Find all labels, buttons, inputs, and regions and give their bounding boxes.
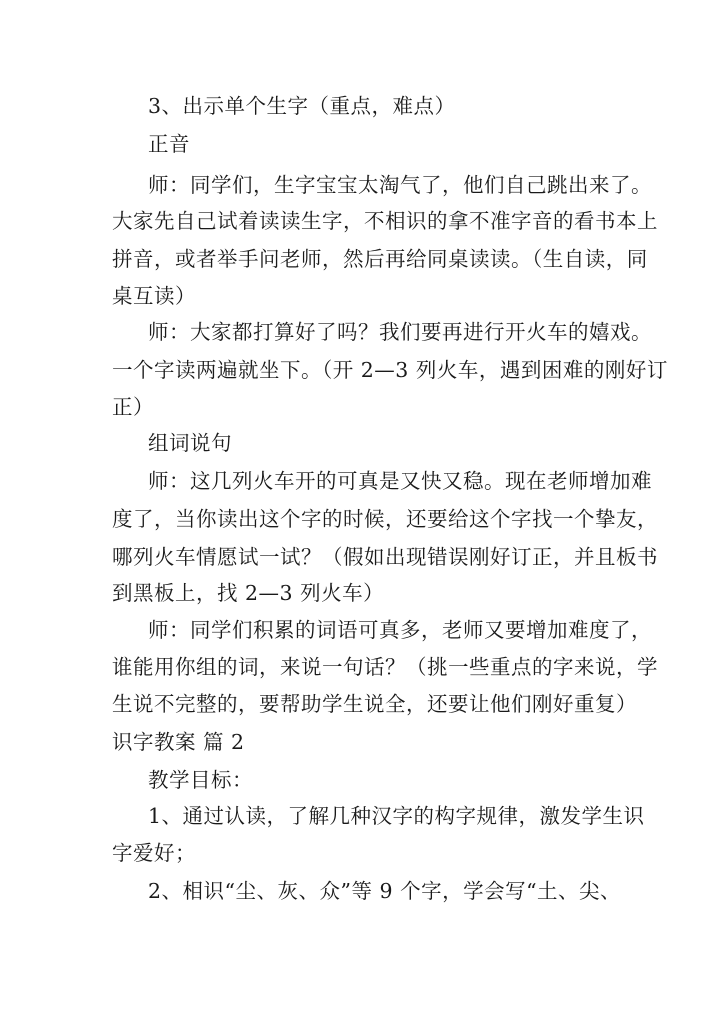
- text-line: 教学目标：: [148, 768, 253, 792]
- section-heading: 识字教案 篇 2: [112, 730, 245, 754]
- text-line: 哪列火车情愿试一试？（假如出现错误刚好订正，并且板书: [112, 545, 658, 569]
- text-line: 一个字读两遍就坐下。（开 2—3 列火车，遇到困难的刚好订: [112, 358, 668, 382]
- text-line: 1、通过认读，了解几种汉字的构字规律，激发学生识: [148, 804, 645, 828]
- text-line: 组词说句: [148, 431, 232, 455]
- text-line: 桌互读）: [112, 284, 196, 308]
- text-line: 2、相识“尘、灰、众”等 9 个字，学会写“土、尖、: [148, 879, 622, 903]
- text-line: 正音: [148, 132, 190, 156]
- text-line: 3、出示单个生字（重点，难点）: [148, 94, 456, 118]
- text-line: 师：同学们积累的词语可真多，老师又要增加难度了，: [148, 618, 652, 642]
- text-line: 师：同学们，生字宝宝太淘气了，他们自己跳出来了。: [148, 173, 652, 197]
- text-line: 字爱好；: [112, 841, 196, 865]
- text-line: 师：这几列火车开的可真是又快又稳。现在老师增加难: [148, 469, 652, 493]
- text-line: 度了，当你读出这个字的时候，还要给这个字找一个挚友，: [112, 507, 658, 531]
- text-line: 师：大家都打算好了吗？我们要再进行开火车的嬉戏。: [148, 320, 652, 344]
- text-line: 拼音，或者举手问老师，然后再给同桌读读。（生自读，同: [112, 247, 648, 271]
- text-line: 到黑板上，找 2—3 列火车）: [112, 581, 385, 605]
- text-line: 生说不完整的，要帮助学生说全，还要让他们刚好重复）: [112, 692, 637, 716]
- text-line: 谁能用你组的词，来说一句话？（挑一些重点的字来说，学: [112, 655, 658, 679]
- text-line: 大家先自己试着读读生字，不相识的拿不准字音的看书本上: [112, 209, 658, 233]
- text-line: 正）: [112, 395, 154, 419]
